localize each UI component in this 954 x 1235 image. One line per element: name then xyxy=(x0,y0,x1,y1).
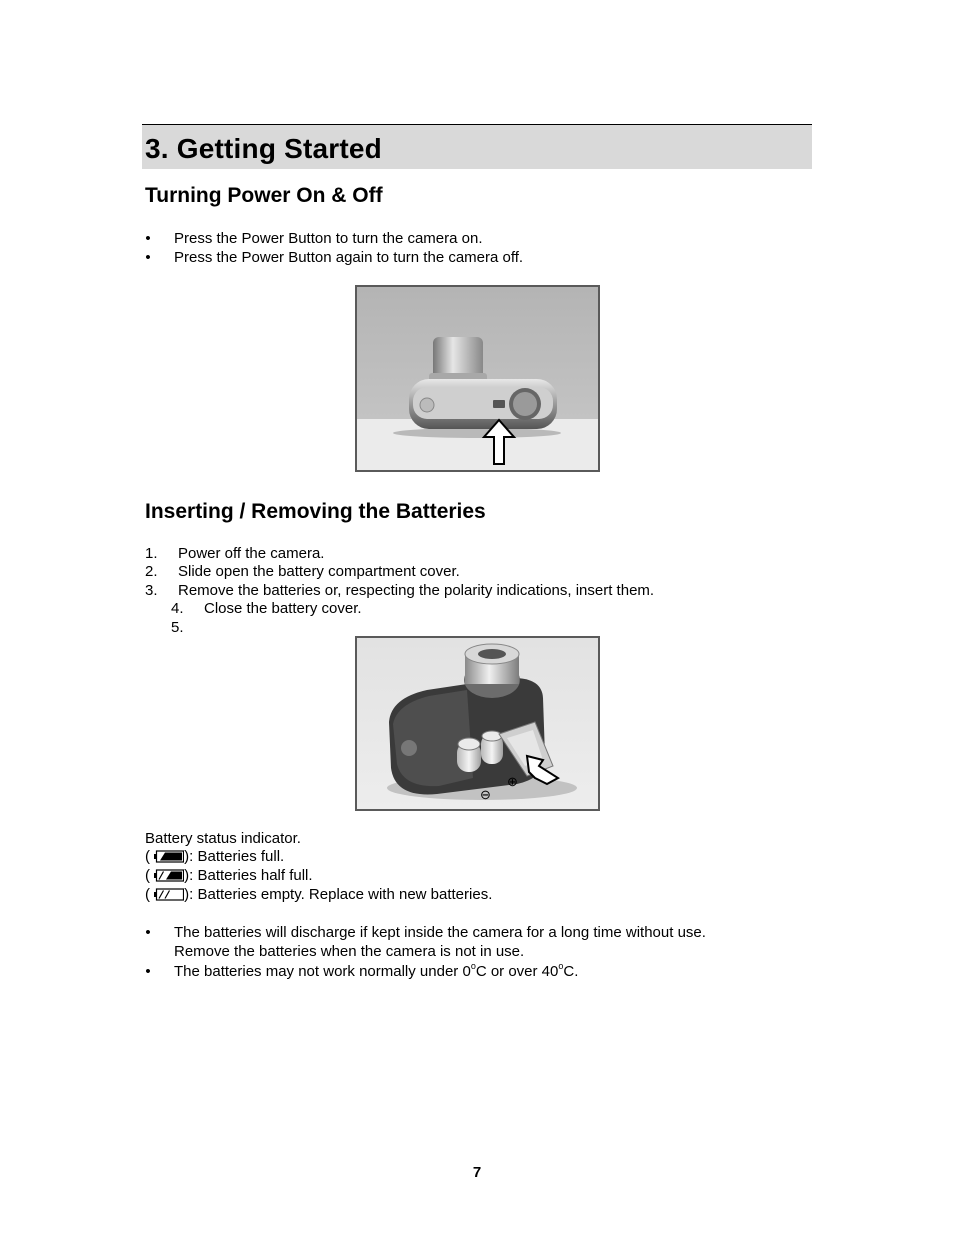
step-number: 1. xyxy=(145,545,158,562)
battery-status-intro: Battery status indicator. xyxy=(145,830,301,847)
step-text: Power off the camera. xyxy=(178,545,325,562)
battery-half-icon xyxy=(154,869,184,882)
step-number: 4. xyxy=(171,600,184,617)
open-paren: ( xyxy=(145,867,150,884)
step-number: 5. xyxy=(171,619,184,636)
step-text: Slide open the battery compartment cover. xyxy=(178,563,460,580)
power-heading: Turning Power On & Off xyxy=(145,184,383,207)
battery-full-label: ): Batteries full. xyxy=(184,848,285,865)
battery-full-icon xyxy=(154,850,184,863)
degree-symbol: o xyxy=(470,961,476,971)
power-bullet-2: Press the Power Button again to turn the camera off. xyxy=(174,249,524,266)
page-number: 7 xyxy=(472,1164,482,1181)
discharge-note-line-2: Remove the batteries when the camera is not in use. xyxy=(174,943,525,960)
bullet-marker: • xyxy=(145,924,151,941)
open-paren: ( xyxy=(145,886,150,903)
bullet-marker: • xyxy=(145,963,151,980)
temp-text-a: The batteries may not work normally under 0 xyxy=(174,963,471,980)
temp-text-c: C. xyxy=(563,963,579,980)
batteries-heading: Inserting / Removing the Batteries xyxy=(145,500,486,523)
degree-symbol: o xyxy=(558,961,564,971)
temperature-note xyxy=(174,962,578,981)
temp-text-b: C or over 40 xyxy=(475,963,559,980)
minus-polarity-label: ⊖ xyxy=(480,787,491,802)
battery-half-label: ): Batteries half full. xyxy=(184,867,313,884)
discharge-note-line-1: The batteries will discharge if kept inside the camera for a long time without use. xyxy=(174,924,706,941)
bullet-marker: • xyxy=(145,249,151,266)
step-text: Remove the batteries or, respecting the polarity indications, insert them. xyxy=(178,582,655,599)
battery-status-row-empty xyxy=(145,885,492,904)
step-text: Close the battery cover. xyxy=(204,600,362,617)
battery-compartment-photo xyxy=(355,636,600,811)
plus-polarity-label: ⊕ xyxy=(507,774,518,789)
battery-empty-icon xyxy=(154,888,184,901)
bullet-marker: • xyxy=(145,230,151,247)
chapter-title: 3. Getting Started xyxy=(145,133,382,164)
open-paren: ( xyxy=(145,848,150,865)
battery-empty-label: ): Batteries empty. Replace with new batteries. xyxy=(184,886,493,903)
battery-status-row-full xyxy=(145,847,284,866)
camera-power-photo xyxy=(355,285,600,472)
step-number: 3. xyxy=(145,582,158,599)
battery-compartment-illustration xyxy=(357,638,598,809)
battery-status-row-half xyxy=(145,866,313,885)
step-number: 2. xyxy=(145,563,158,580)
camera-top-view-illustration xyxy=(357,287,598,470)
power-bullet-1: Press the Power Button to turn the camera on. xyxy=(174,230,483,247)
